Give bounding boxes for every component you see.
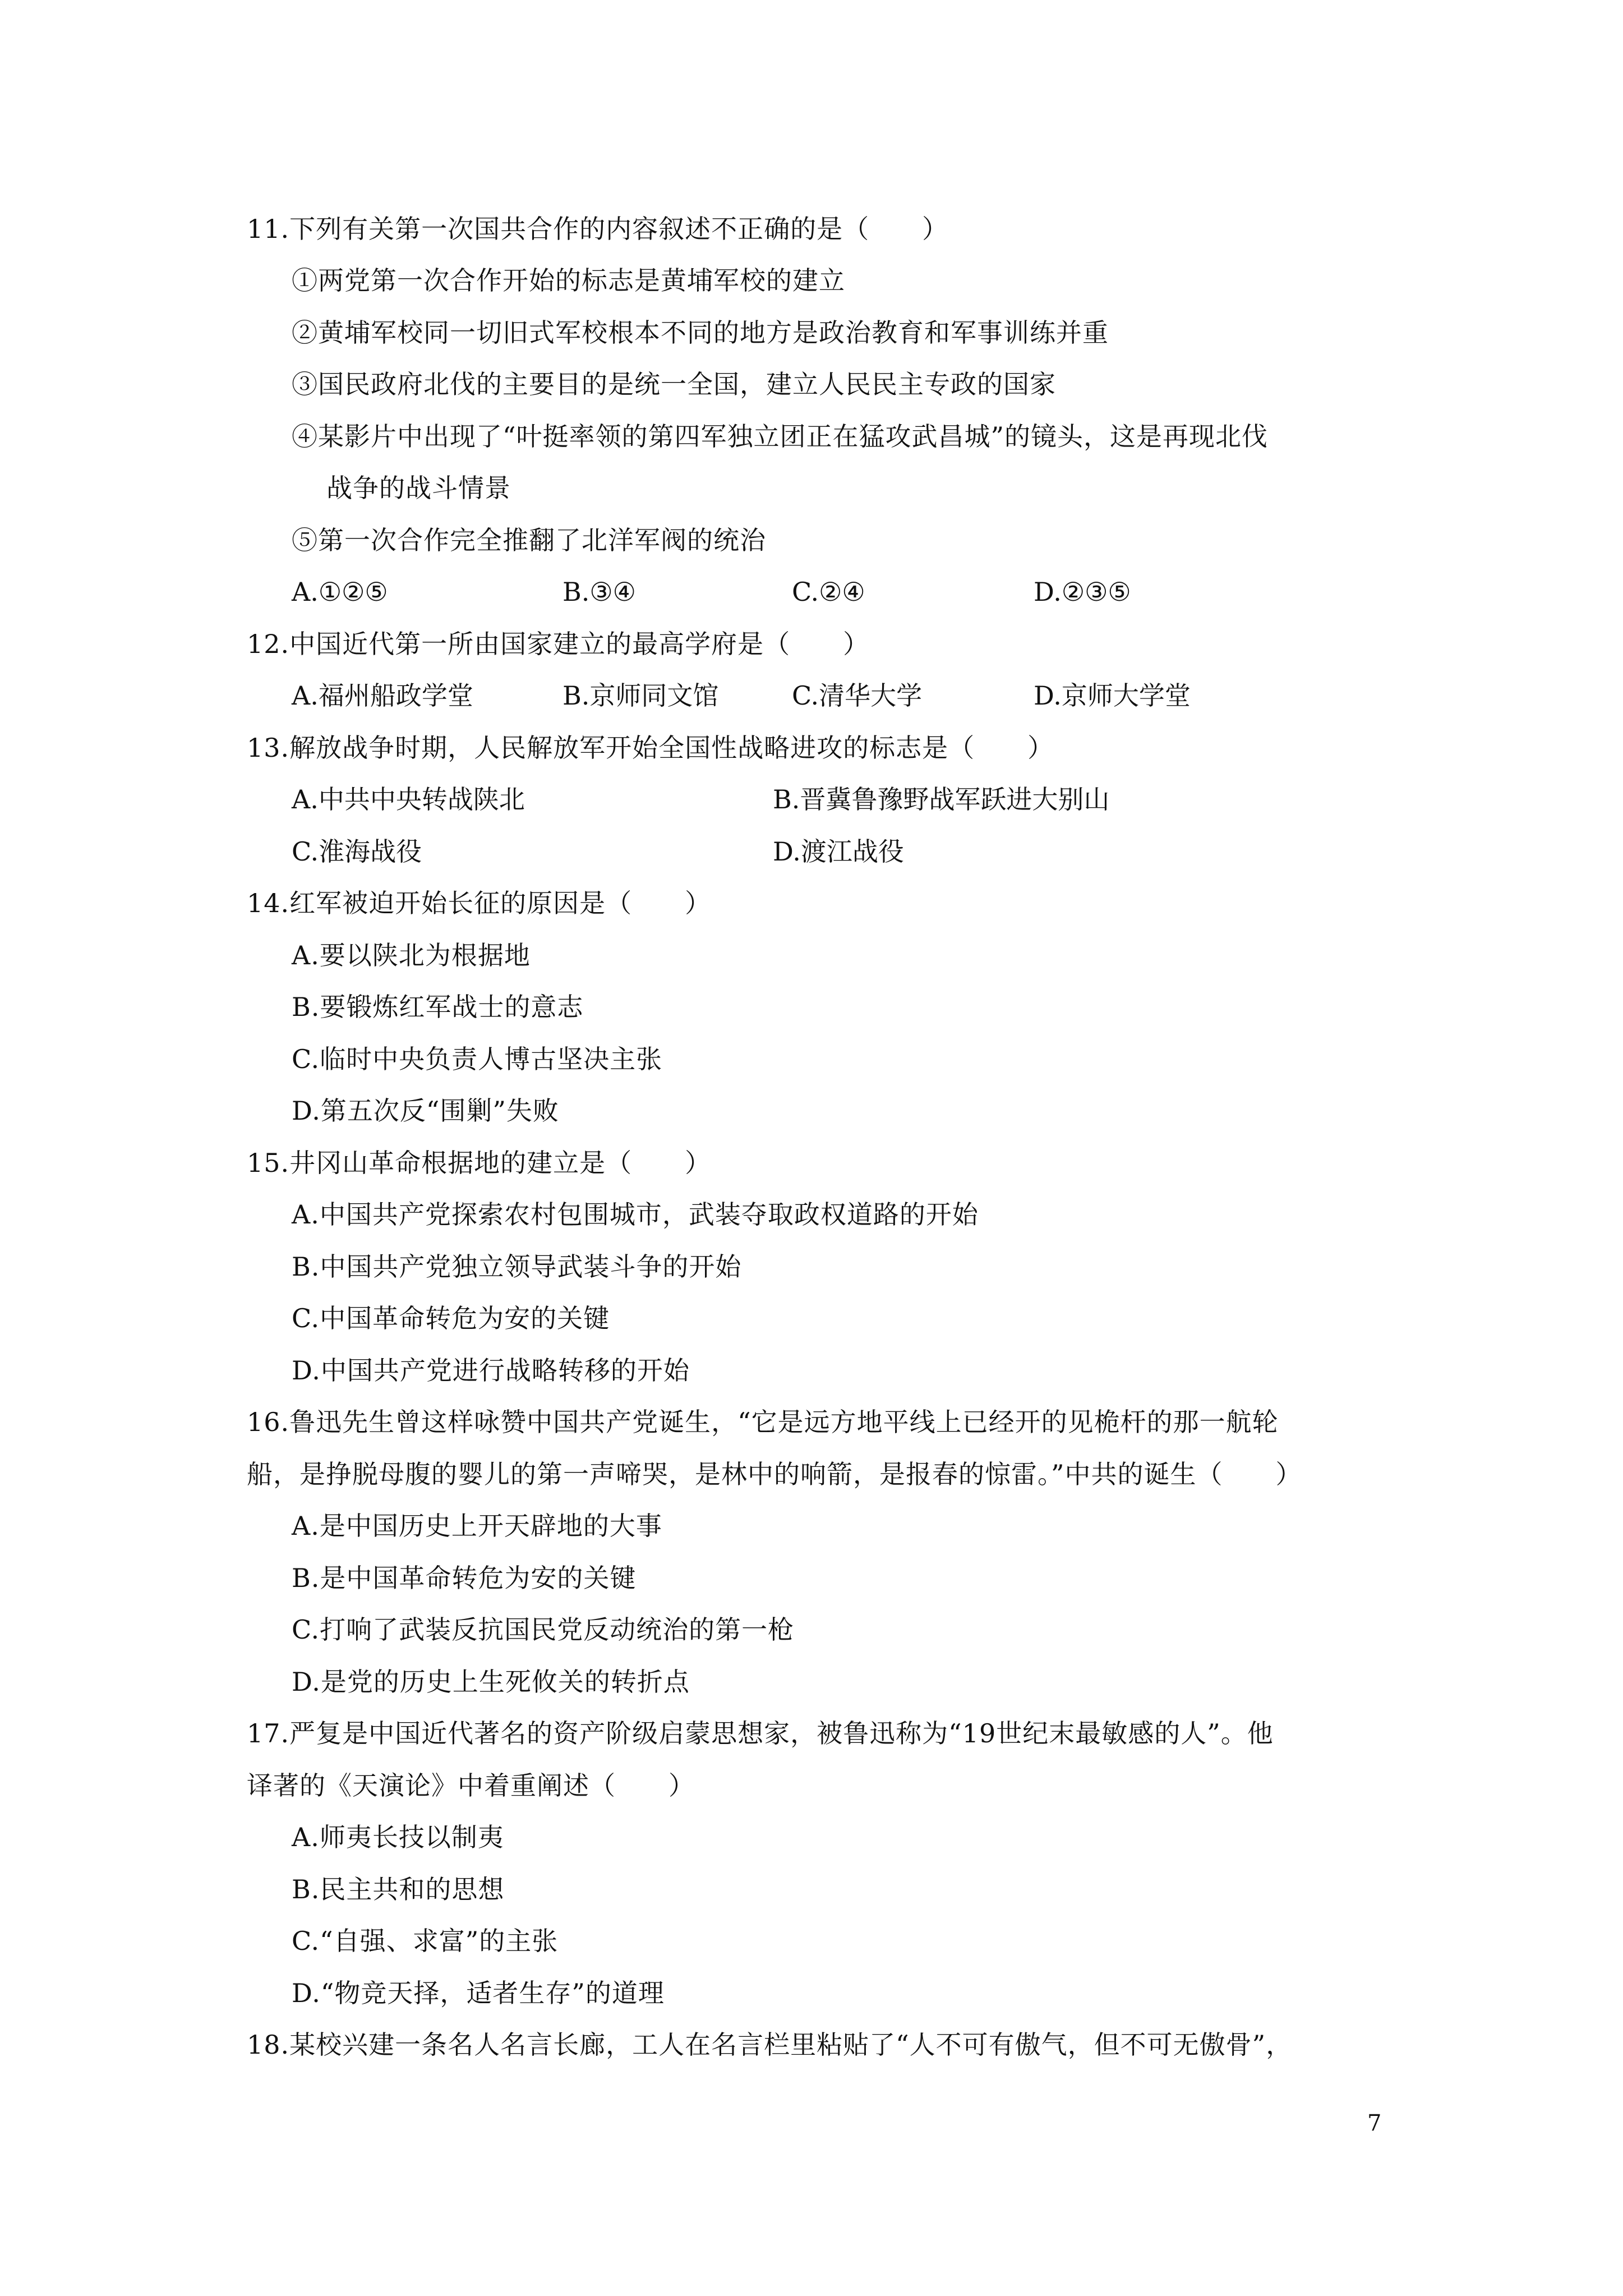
question-15-option-d: D.中国共产党进行战略转移的开始 <box>292 1355 690 1386</box>
question-17-stem-line-1: 17.严复是中国近代著名的资产阶级启蒙思想家，被鲁迅称为“19世纪末最敏感的人”。他 <box>247 1718 1274 1749</box>
question-12-stem: 12.中国近代第一所由国家建立的最高学府是（ ） <box>247 629 870 659</box>
question-14-stem: 14.红军被迫开始长征的原因是（ ） <box>247 888 712 918</box>
question-15-option-a: A.中国共产党探索农村包围城市，武装夺取政权道路的开始 <box>292 1199 979 1230</box>
question-17-option-b: B.民主共和的思想 <box>292 1874 505 1904</box>
question-11-item-2: ②黄埔军校同一切旧式军校根本不同的地方是政治教育和军事训练并重 <box>292 318 1109 348</box>
question-11-item-1: ①两党第一次合作开始的标志是黄埔军校的建立 <box>292 265 845 296</box>
question-17-option-c: C.“自强、求富”的主张 <box>292 1926 559 1956</box>
question-13-option-d: D.渡江战役 <box>773 836 904 867</box>
question-17-option-d: D.“物竞天择，适者生存”的道理 <box>292 1978 665 2008</box>
question-16-option-b: B.是中国革命转危为安的关键 <box>292 1563 637 1593</box>
question-11-stem: 11.下列有关第一次国共合作的内容叙述不正确的是（ ） <box>247 214 949 244</box>
question-16-stem-line-1: 16.鲁迅先生曾这样咏赞中国共产党诞生，“它是远方地平线上已经开的见桅杆的那一航轮 <box>247 1407 1279 1437</box>
question-12-option-d: D.京师大学堂 <box>1034 680 1191 711</box>
question-13-option-b: B.晋冀鲁豫野战军跃进大别山 <box>773 784 1110 815</box>
question-11-option-a: A.①②⑤ <box>292 577 388 607</box>
question-14-option-b: B.要锻炼红军战士的意志 <box>292 992 584 1022</box>
question-11-option-c: C.②④ <box>792 577 865 607</box>
question-13-stem: 13.解放战争时期，人民解放军开始全国性战略进攻的标志是（ ） <box>247 733 1054 763</box>
question-14-option-a: A.要以陕北为根据地 <box>292 940 531 970</box>
question-17-option-a: A.师夷长技以制夷 <box>292 1822 504 1852</box>
question-13-option-a: A.中共中央转战陕北 <box>292 784 525 815</box>
question-16-option-d: D.是党的历史上生死攸关的转折点 <box>292 1667 690 1697</box>
question-13-option-c: C.淮海战役 <box>292 836 422 867</box>
question-15-option-b: B.中国共产党独立领导武装斗争的开始 <box>292 1251 742 1282</box>
question-12-option-a: A.福州船政学堂 <box>292 680 473 711</box>
question-14-option-d: D.第五次反“围剿”失败 <box>292 1096 559 1126</box>
page-number: 7 <box>1367 2110 1382 2136</box>
question-15-stem: 15.井冈山革命根据地的建立是（ ） <box>247 1148 712 1178</box>
question-14-option-c: C.临时中央负责人博古坚决主张 <box>292 1044 663 1074</box>
question-11-option-d: D.②③⑤ <box>1034 577 1131 607</box>
question-17-stem-line-2: 译著的《天演论》中着重阐述（ ） <box>247 1770 695 1801</box>
question-16-option-c: C.打响了武装反抗国民党反动统治的第一枪 <box>292 1614 795 1645</box>
question-12-option-c: C.清华大学 <box>792 680 923 711</box>
question-11-option-b: B.③④ <box>562 577 636 607</box>
question-16-stem-line-2: 船，是挣脱母腹的婴儿的第一声啼哭，是林中的响箭，是报春的惊雷。”中共的诞生（ ） <box>247 1459 1302 1489</box>
question-15-option-c: C.中国革命转危为安的关键 <box>292 1303 610 1333</box>
question-11-item-4: ④某影片中出现了“叶挺率领的第四军独立团正在猛攻武昌城”的镜头，这是再现北伐 <box>292 421 1269 452</box>
question-16-option-a: A.是中国历史上开天辟地的大事 <box>292 1511 662 1541</box>
question-11-item-3: ③国民政府北伐的主要目的是统一全国，建立人民民主专政的国家 <box>292 369 1056 399</box>
question-11-item-4-continued: 战争的战斗情景 <box>326 473 511 503</box>
question-12-option-b: B.京师同文馆 <box>562 680 719 711</box>
question-11-item-5: ⑤第一次合作完全推翻了北洋军阀的统治 <box>292 525 766 555</box>
question-18-stem: 18.某校兴建一条名人名言长廊，工人在名言栏里粘贴了“人不可有傲气，但不可无傲骨”， <box>247 2030 1293 2060</box>
